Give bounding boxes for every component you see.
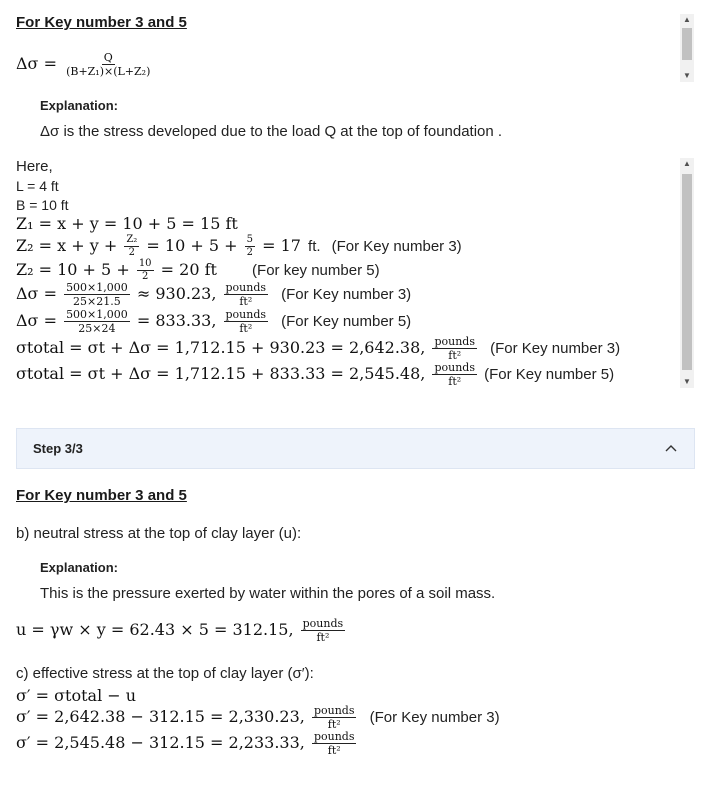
ds3-den: 25×21.5 — [73, 295, 121, 308]
z2-key5-pre: Z₂ = 10 + 5 + — [16, 260, 130, 279]
z2-key5-frac — [137, 259, 154, 282]
z2-key5-equation — [16, 259, 380, 282]
ds5-post: = 833.33, — [136, 311, 217, 330]
eff2-eq: σ′ = 2,642.38 − 312.15 = 2,330.23, — [16, 707, 305, 726]
stress-formula-lhs: Δσ = — [16, 54, 57, 73]
ds5-unit-num: pounds — [225, 308, 267, 321]
eff3-unit-den: ft² — [327, 744, 341, 757]
step-header[interactable] — [16, 428, 695, 469]
tot3-unit-den: ft² — [448, 349, 462, 362]
u-unit-num: pounds — [302, 617, 344, 630]
ds3-note: (For Key number 3) — [281, 286, 412, 303]
scroll-thumb[interactable] — [682, 28, 692, 60]
tot3-unit-num: pounds — [434, 335, 475, 348]
z1-equation: Z₁ = x + y = 10 + 5 = 15 ft — [16, 214, 238, 233]
ds5-frac — [64, 309, 130, 334]
step-label: Step 3/3 — [33, 441, 83, 456]
explanation-label-1: Explanation: — [40, 98, 119, 113]
z2-key5-note: (For key number 5) — [252, 262, 380, 279]
scroll-down-icon[interactable]: ▼ — [683, 377, 691, 386]
z2-key3-equation — [16, 235, 462, 258]
sigma-total-key3 — [16, 336, 620, 361]
u-unit-den: ft² — [316, 631, 330, 644]
chevron-up-icon[interactable] — [664, 442, 678, 456]
stress-formula-denominator: (B+Z₁)×(L+Z₂) — [66, 65, 151, 78]
ds3-post: ≈ 930.23, — [136, 284, 217, 303]
stress-formula — [16, 52, 154, 77]
ds5-unit-den: ft² — [239, 322, 253, 335]
eff2-unit-den: ft² — [327, 718, 341, 731]
delta-sigma-key3 — [16, 282, 411, 307]
eff3-unit-num: pounds — [313, 730, 355, 743]
eff2-note: (For Key number 3) — [369, 709, 500, 726]
neutral-stress-equation — [16, 618, 347, 643]
z2-key3-frac1-den: 2 — [128, 247, 136, 258]
tot3-eq: σtotal = σt + Δσ = 1,712.15 + 930.23 = 2,642.38, — [16, 338, 426, 357]
u-eq: u = γw × y = 62.43 × 5 = 312.15, — [16, 620, 294, 639]
tot5-unit — [432, 362, 477, 387]
tot3-unit — [432, 336, 477, 361]
tot5-unit-num: pounds — [434, 361, 475, 374]
scroll-down-icon[interactable]: ▼ — [683, 71, 691, 80]
z2-key3-frac2-den: 2 — [246, 247, 253, 258]
section-heading-1: For Key number 3 and 5 — [16, 14, 187, 31]
tot5-note: (For Key number 5) — [484, 366, 615, 383]
here-text: Here, — [16, 158, 53, 175]
formula-scrollbar[interactable] — [680, 14, 694, 82]
eff3-unit — [312, 731, 357, 756]
z2-key5-frac-den: 2 — [141, 271, 149, 282]
breadth-value: B = 10 ft — [16, 197, 69, 213]
scroll-thumb[interactable] — [682, 174, 692, 370]
delta-sigma-key5 — [16, 309, 411, 334]
z2-key3-frac1 — [124, 235, 139, 258]
z2-key3-mid: = 10 + 5 + — [146, 236, 238, 255]
ds3-unit-den: ft² — [239, 295, 253, 308]
stress-formula-fraction — [64, 52, 152, 77]
effective-stress-text: c) effective stress at the top of clay layer (σ′): — [16, 665, 314, 682]
explanation-label-2: Explanation: — [40, 560, 119, 575]
z2-key3-frac2-num: 5 — [246, 234, 253, 245]
ds3-unit — [224, 282, 269, 307]
u-unit — [301, 618, 346, 643]
scroll-up-icon[interactable]: ▲ — [683, 15, 691, 24]
ds5-den: 25×24 — [78, 322, 116, 335]
z2-key3-unit: ft. — [308, 238, 321, 255]
eff2-unit-num: pounds — [313, 704, 355, 717]
eff3-eq: σ′ = 2,545.48 − 312.15 = 2,233.33, — [16, 733, 305, 752]
scroll-up-icon[interactable]: ▲ — [683, 159, 691, 168]
ds3-frac — [64, 282, 130, 307]
ds5-unit — [224, 309, 269, 334]
effective-stress-key3 — [16, 705, 500, 730]
z2-key3-pre: Z₂ = x + y + — [16, 236, 118, 255]
effective-stress-key5 — [16, 731, 358, 756]
tot3-note: (For Key number 3) — [490, 340, 621, 357]
tot5-eq: σtotal = σt + Δσ = 1,712.15 + 833.33 = 2,545.48, — [16, 364, 426, 383]
neutral-stress-text: b) neutral stress at the top of clay layer (u): — [16, 525, 302, 542]
equations-scrollbar[interactable] — [680, 158, 694, 388]
sigma-total-key5 — [16, 362, 614, 387]
stress-formula-numerator: Q — [103, 51, 113, 64]
ds5-num: 500×1,000 — [66, 308, 128, 321]
ds5-lhs: Δσ = — [16, 311, 57, 330]
z2-key3-frac2 — [245, 235, 255, 258]
z2-key5-frac-num: 10 — [138, 258, 152, 269]
explanation-text-2: This is the pressure exerted by water within the pores of a soil mass. — [40, 585, 496, 602]
eff2-unit — [312, 705, 357, 730]
z2-key3-post: = 17 — [262, 236, 301, 255]
effective-stress-def: σ′ = σtotal − u — [16, 686, 137, 705]
ds5-note: (For Key number 5) — [281, 313, 412, 330]
tot5-unit-den: ft² — [448, 375, 462, 388]
ds3-num: 500×1,000 — [66, 281, 128, 294]
z2-key3-note: (For Key number 3) — [331, 238, 462, 255]
section-heading-2: For Key number 3 and 5 — [16, 487, 187, 504]
ds3-lhs: Δσ = — [16, 284, 57, 303]
z2-key5-post: = 20 ft — [160, 260, 217, 279]
z2-key3-frac1-num: Z₂ — [126, 234, 138, 245]
length-value: L = 4 ft — [16, 178, 59, 194]
ds3-unit-num: pounds — [225, 281, 267, 294]
explanation-text-1: Δσ is the stress developed due to the load Q at the top of foundation . — [40, 123, 503, 140]
